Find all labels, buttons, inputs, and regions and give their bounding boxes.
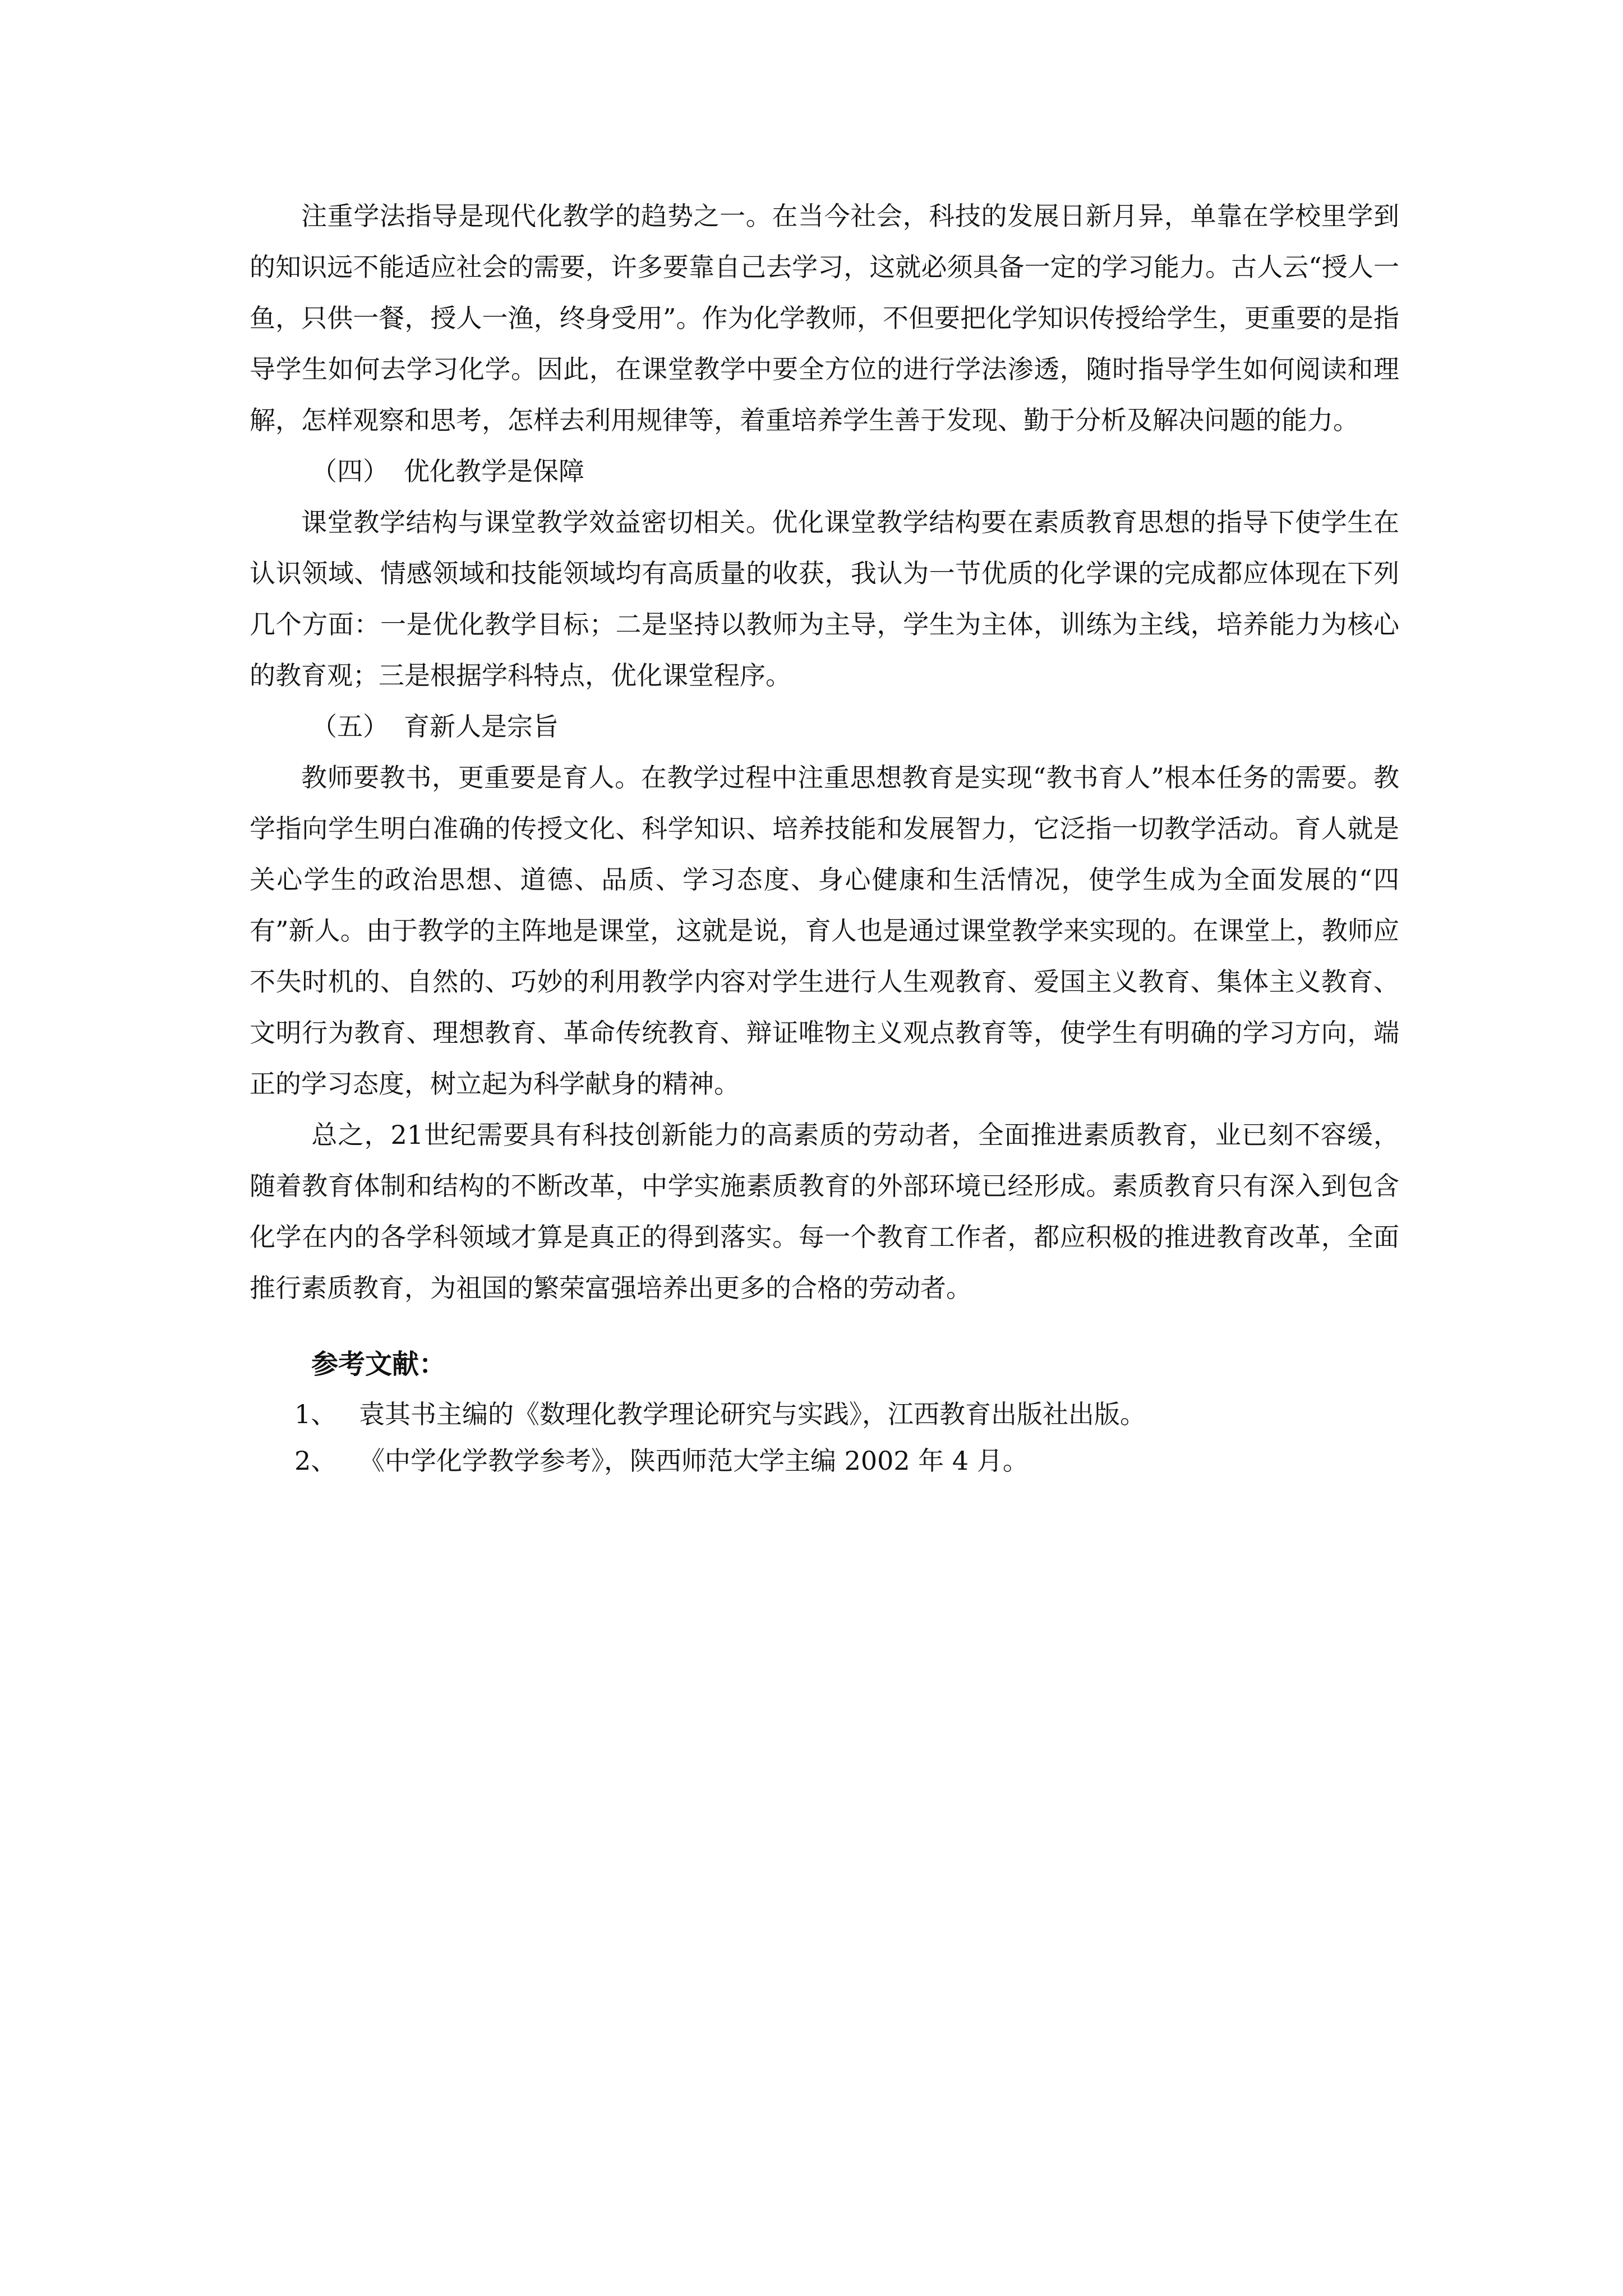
references-section [250,1337,1399,1484]
section-title: 优化教学是保障 [404,456,584,486]
reference-text: 袁其书主编的《数理化教学理论研究与实践》，江西教育出版社出版。 [359,1399,1146,1429]
reference-item [250,1438,1399,1484]
section-number: （五） [311,711,389,742]
paragraph-study-method: 注重学法指导是现代化教学的趋势之一。在当今社会，科技的发展日新月异，单靠在学校里学到的知识远不能适应社会的需要，许多要靠自己去学习，这就必须具备一定的学习能力。古人云“授人一鱼，只供一餐，授人一渔，终身受用”。作为化学教师，不但要把化学知识传授给学生，更重要的是指导学生如何去学习化学。因此，在课堂教学中要全方位的进行学法渗透，随时指导学生如何阅读和理解，怎样观察和思考，怎样去利用规律等，着重培养学生善于发现、勤于分析及解决问题的能力。 [250,201,1399,435]
paragraph-educate-people: 教师要教书，更重要是育人。在教学过程中注重思想教育是实现“教书育人”根本任务的需要。教学指向学生明白准确的传授文化、科学知识、培养技能和发展智力，它泛指一切教学活动。育人就是关心学生的政治思想、道德、品质、学习态度、身心健康和生活情况，使学生成为全面发展的“四有”新人。由于教学的主阵地是课堂，这就是说，育人也是通过课堂教学来实现的。在课堂上，教师应不失时机的、自然的、巧妙的利用教学内容对学生进行人生观教育、爱国主义教育、集体主义教育、文明行为教育、理想教育、革命传统教育、辩证唯物主义观点教育等，使学生有明确的学习方向，端正的学习态度，树立起为科学献身的精神。 [250,762,1399,1099]
document-page [250,191,1399,1484]
reference-index: 2、 [294,1446,337,1476]
reference-text: 《中学化学教学参考》，陕西师范大学主编 2002 年 4 月。 [359,1446,1029,1476]
paragraph-optimize-teaching: 课堂教学结构与课堂教学效益密切相关。优化课堂教学结构要在素质教育思想的指导下使学生在认识领域、情感领域和技能领域均有高质量的收获，我认为一节优质的化学课的完成都应体现在下列几个方面：一是优化教学目标；二是坚持以教师为主导，学生为主体，训练为主线，培养能力为核心的教育观；三是根据学科特点，优化课堂程序。 [250,507,1399,691]
section-title: 育新人是宗旨 [404,711,559,742]
section-heading-four [250,446,1399,497]
reference-index: 1、 [294,1399,337,1429]
paragraph-conclusion: 总之，21世纪需要具有科技创新能力的高素质的劳动者，全面推进素质教育，业已刻不容缓，随着教育体制和结构的不断改革，中学实施素质教育的外部环境已经形成。素质教育只有深入到包含化学在内的各学科领域才算是真正的得到落实。每一个教育工作者，都应积极的推进教育改革，全面推行素质教育，为祖国的繁荣富强培养出更多的合格的劳动者。 [250,1120,1399,1303]
references-title: 参考文献： [311,1349,446,1380]
section-heading-five [250,701,1399,752]
reference-item [250,1391,1399,1438]
section-number: （四） [311,456,389,486]
